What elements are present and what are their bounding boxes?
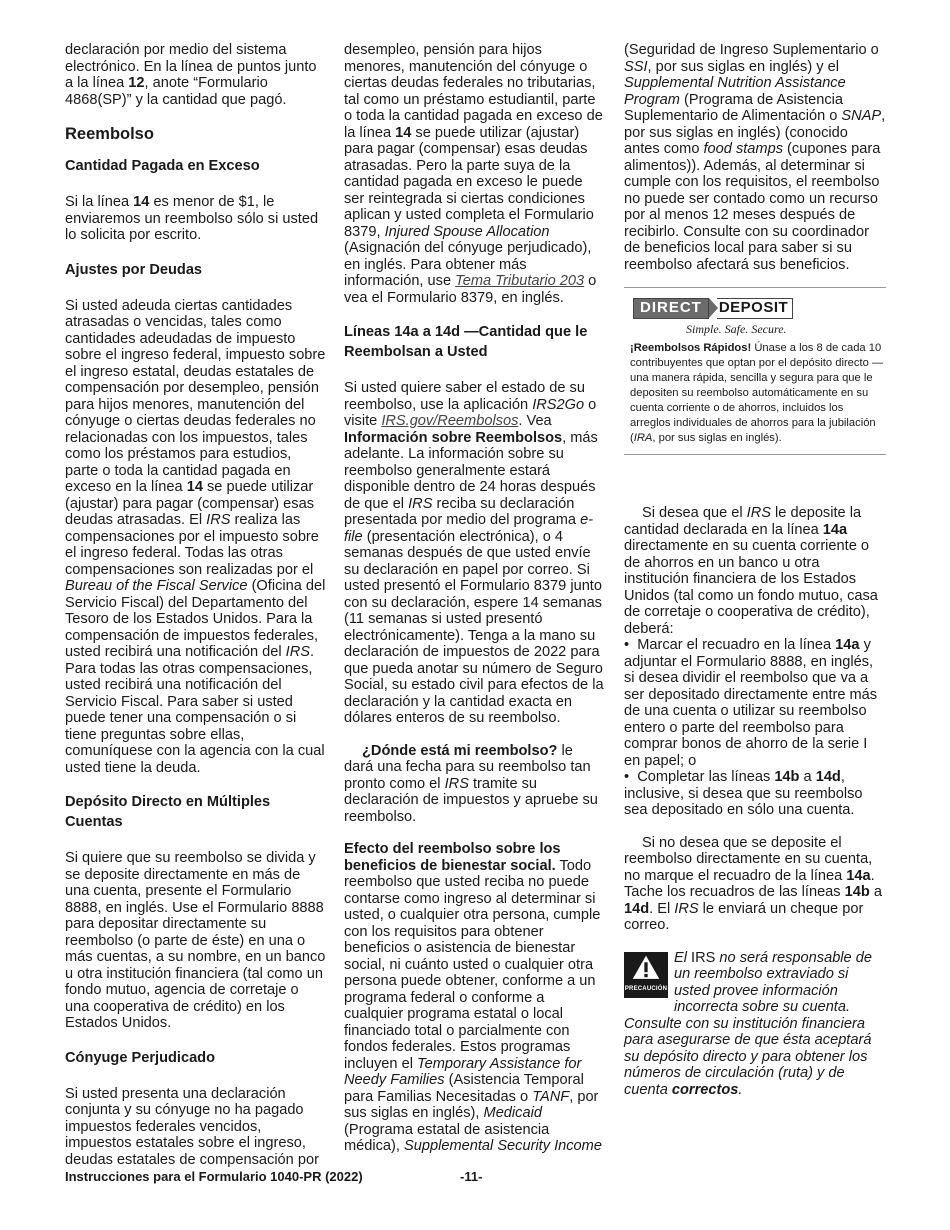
bullet-item: • Marcar el recuadro en la línea 14a y adjuntar el Formulario 8888, en inglés, si desea dividir el reembolso que va a ser depositado directamente entre más de una cuenta o utilizar su reembolso entero o parte del reembolso para comprar bonos de ahorro de la serie I en papel; o (624, 637, 878, 769)
paragraph: desempleo, pensión para hijos menores, manutención del cónyuge o ciertas deudas federales no tributarias, tal como un préstamo estudiantil, parte o toda la cantidad pagada en exceso de la línea 14 se puede utilizar (ajustar) para pagar (compensar) esas deudas atrasadas. Pero la parte suya de la cantidad pagada en exceso le puede ser reintegrada si ciertas condiciones aplican y usted completa el Formulario 8379, Injured Spouse Allocation (Asignación del cónyuge perjudicado), en inglés. Para obtener más información, use Tema Tributario 203 o vea el Formulario 8379, en inglés. (344, 42, 603, 306)
bullet-item: • Completar las líneas 14b a 14d, inclusive, si desea que su reembolso sea depositado en sólo una cuenta. (624, 769, 863, 818)
paragraph: Si desea que el IRS le deposite la cantidad declarada en la línea 14a directamente en su cuenta corriente o de ahorros en un banco u otra institución financiera de los Estados Unidos (tal como un fondo mutuo, casa de corretaje o cooperativa de crédito), deberá: (624, 505, 878, 637)
divider (624, 454, 886, 455)
heading-cantidad-pagada: Cantidad Pagada en Exceso (65, 158, 260, 174)
heading-lineas-14a-14d: Líneas 14a a 14d —Cantidad que le Reembolsan a Usted (344, 324, 588, 360)
paragraph: ¿Dónde está mi reembolso? le dará una fecha para su reembolso tan pronto como el IRS tramite su declaración de impuestos y apruebe su reembolso. (344, 742, 598, 825)
column-1 (65, 42, 327, 1184)
direct-deposit-text: ¡Reembolsos Rápidos! Únase a los 8 de cada 10 contribuyentes que optan por el depósito directo —una manera rápida, sencilla y segura para que le depositen su reembolso automáticamente en su cuenta corriente o de ahorros, incluidos los arreglos individuales de ahorros para la jubilación (IRA, por sus siglas en inglés). (630, 342, 884, 444)
warning-triangle-icon (628, 954, 664, 981)
paragraph: declaración por medio del sistema electrónico. En la línea de puntos junto a la línea 12, anote “Formulario 4868(SP)” y la cantidad que pagó. (65, 42, 317, 108)
divider (624, 287, 886, 288)
heading-conyuge-perjudicado: Cónyuge Perjudicado (65, 1049, 216, 1066)
paragraph: Si usted adeuda ciertas cantidades atrasadas o vencidas, tales como cantidades adeudadas de impuesto sobre el ingreso federal, impuesto sobre el ingreso estatal, deudas estatales de compensación por desempleo, pensión para hijos menores, manutención del cónyuge o ciertas deudas federales no relacionadas con los impuestos, tales como los préstamos para estudios, parte o toda la cantidad pagada en exceso en la línea 14 se puede utilizar (ajustar) para pagar (compensar) esas deudas atrasadas. El IRS realiza las compensaciones por el impuesto sobre el ingreso federal. Todas las otras compensaciones son realizadas por el Bureau of the Fiscal Service (Oficina del Servicio Fiscal) del Departamento del Tesoro de los Estados Unidos. Para la compensación de impuestos federales, usted recibirá una notificación del IRS. Para todas las otras compensaciones, usted recibirá una notificación del Servicio Fiscal. Para saber si usted puede tener una compensación o si tiene preguntas sobre ellas, comuníquese con la agencia con la cual usted tiene la deuda. (65, 297, 326, 776)
page-number: -11- (460, 1169, 483, 1184)
direct-deposit-tagline: Simple. Safe. Secure. (686, 321, 787, 336)
tema-tributario-link[interactable]: Tema Tributario 203 (455, 273, 585, 289)
column-2 (344, 42, 606, 1171)
heading-ajustes-deudas: Ajustes por Deudas (65, 261, 203, 278)
direct-deposit-logo: DIRECT DEPOSIT (633, 298, 886, 319)
column-3 (624, 42, 886, 1098)
heading-reembolso: Reembolso (65, 125, 154, 143)
caution-note: PRECAUCIÓN El IRS no será responsable de un reembolso extraviado si usted provee información incorrecta sobre su cuenta. Consulte con su institución financiera para asegurarse de que ésta aceptará su depósito directo y para obtener los números de circulación (ruta) y de cuenta correctos. (624, 949, 872, 1098)
caution-icon: PRECAUCIÓN (624, 952, 668, 998)
footer-title: Instrucciones para el Formulario 1040-PR (2022) (65, 1169, 363, 1184)
paragraph: Si la línea 14 es menor de $1, le enviaremos un reembolso sólo si usted lo solicita por escrito. (65, 194, 319, 243)
heading-deposito-multiples: Depósito Directo en Múltiples Cuentas (65, 794, 271, 830)
paragraph: (Seguridad de Ingreso Suplementario o SSI, por sus siglas en inglés) y el Supplemental Nutrition Assistance Program (Programa de Asistencia Suplementario de Alimentación o SNAP, por sus siglas en inglés) (conocido antes como food stamps (cupones para alimentos)). Además, al determinar si cumple con los requisitos, el reembolso no puede ser contado como un recurso por al menos 12 meses después de recibirlo. Consulte con su coordinador de beneficios local para saber si su reembolso afectará sus beneficios. (624, 42, 886, 273)
paragraph: Efecto del reembolso sobre los beneficios de bienestar social. Todo reembolso que usted reciba no puede contarse como ingreso al determinar si usted, o cualquier otra persona, cumple con los requisitos para obtener beneficios o asistencia de bienestar social, ni cuánto usted o cualquier otra persona puede obtener, conforme a un programa federal o conforme a cualquier programa estatal o local financiado total o parcialmente con fondos federales. Estos programas incluyen el Temporary Assistance for Needy Families (Asistencia Temporal para Familias Necesitadas o TANF, por sus siglas en inglés), Medicaid (Programa estatal de asistencia médica), Supplemental Security Income (344, 841, 602, 1154)
irs-reembolsos-link[interactable]: IRS.gov/Reembolsos (381, 413, 519, 429)
paragraph: Si no desea que se deposite el reembolso directamente en su cuenta, no marque el recuadro de la línea 14a. Tache los recuadros de las líneas 14b a 14d. El IRS le enviará un cheque por correo. (624, 834, 882, 933)
paragraph: Si usted presenta una declaración conjunta y su cónyuge no ha pagado impuestos federales vencidos, impuestos estatales sobre el ingreso, deudas estatales de compensación por (65, 1085, 319, 1168)
paragraph: Si usted quiere saber el estado de su reembolso, use la aplicación IRS2Go o visite IRS.gov/Reembolsos. Vea Información sobre Reembolsos, más adelante. La información sobre su reembolso generalmente estará disponible dentro de 24 horas después de que el IRS reciba su declaración presentada por medio del programa e-file (presentación electrónica), o 4 semanas después de que usted envíe su declaración en papel por correo. Si usted presentó el Formulario 8379 junto con su declaración, espere 14 semanas (11 semanas si usted presentó electrónicamente). Tenga a la mano su declaración de impuestos de 2022 para que pueda anotar su número de Seguro Social, su estado civil para efectos de la declaración y la cantidad exacta en dólares enteros de su reembolso. (344, 380, 604, 726)
paragraph: Si quiere que su reembolso se divida y se deposite directamente en más de una cuenta, presente el Formulario 8888, en inglés. Use el Formulario 8888 para depositar directamente su reembolso (o parte de éste) en una o más cuentas, a su nombre, en un banco u otra institución financiera (tal como un fondo mutuo, agencia de corretaje o una cooperativa de crédito) en los Estados Unidos. (65, 850, 326, 1031)
direct-deposit-box (624, 298, 886, 446)
